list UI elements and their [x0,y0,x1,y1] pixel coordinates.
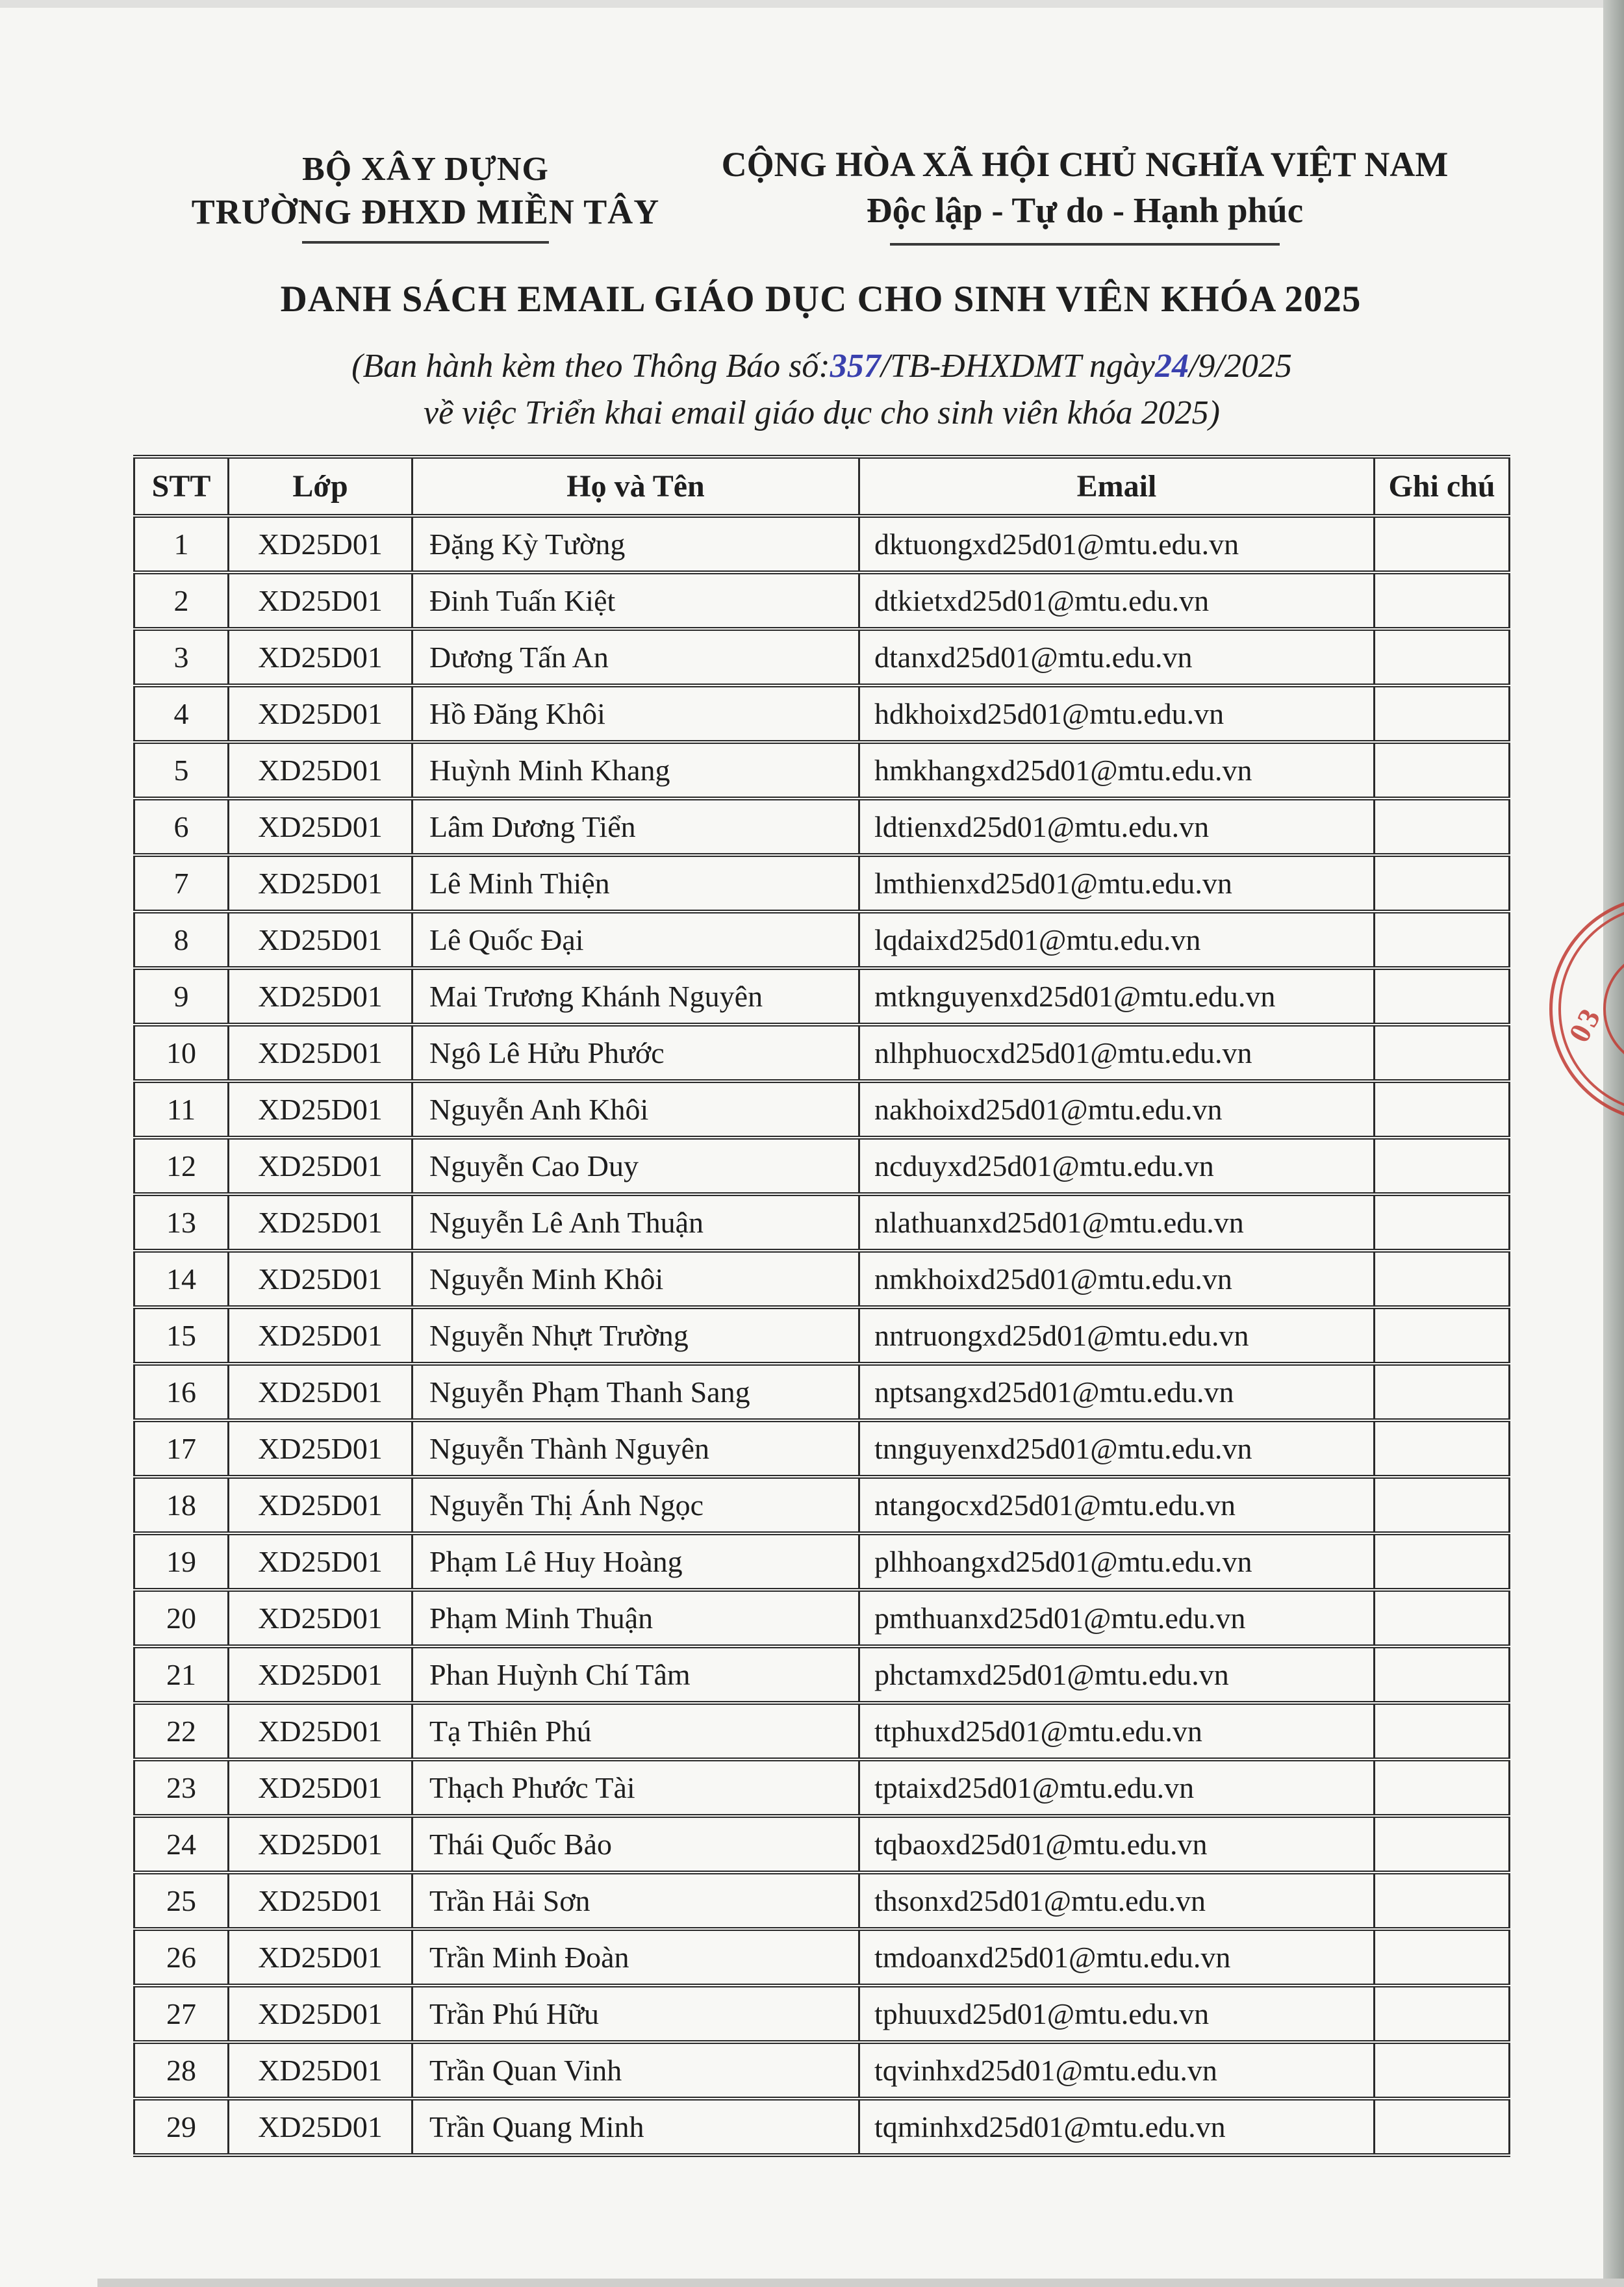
cell-email: pmthuanxd25d01@mtu.edu.vn [859,1590,1375,1646]
cell-stt: 4 [134,685,229,742]
cell-class: XD25D01 [229,1477,412,1533]
cell-class: XD25D01 [229,2099,412,2155]
cell-class: XD25D01 [229,1703,412,1759]
cell-class: XD25D01 [229,1025,412,1081]
cell-stt: 10 [134,1025,229,1081]
cell-class: XD25D01 [229,1590,412,1646]
header-stt: STT [134,457,229,516]
cell-stt: 23 [134,1759,229,1816]
cell-name: Mai Trương Khánh Nguyên [412,968,859,1025]
header-email: Email [859,457,1375,516]
cell-email: ntangocxd25d01@mtu.edu.vn [859,1477,1375,1533]
cell-name: Trần Phú Hữu [412,1986,859,2042]
cell-email: mtknguyenxd25d01@mtu.edu.vn [859,968,1375,1025]
cell-name: Trần Quan Vinh [412,2042,859,2099]
cell-stt: 22 [134,1703,229,1759]
cell-name: Tạ Thiên Phú [412,1703,859,1759]
cell-stt: 13 [134,1194,229,1251]
cell-stt: 25 [134,1872,229,1929]
cell-note [1375,1646,1510,1703]
cell-note [1375,1590,1510,1646]
cell-name: Thạch Phước Tài [412,1759,859,1816]
scan-edge-right [1603,0,1624,2287]
cell-note [1375,912,1510,968]
cell-email: lqdaixd25d01@mtu.edu.vn [859,912,1375,968]
stamp-number: 03 [1562,1001,1608,1048]
cell-email: ldtienxd25d01@mtu.edu.vn [859,799,1375,855]
cell-note [1375,1420,1510,1477]
cell-name: Nguyễn Thị Ánh Ngọc [412,1477,859,1533]
table-row [134,1194,1510,1251]
cell-stt: 6 [134,799,229,855]
cell-note [1375,742,1510,799]
subtitle-line-2: về việc Triển khai email giáo dục cho sinh viên khóa 2025) [423,394,1220,431]
cell-class: XD25D01 [229,1251,412,1307]
national-motto: Độc lập - Tự do - Hạnh phúc [866,190,1304,231]
cell-name: Nguyễn Nhựt Trường [412,1307,859,1364]
cell-class: XD25D01 [229,629,412,685]
cell-stt: 27 [134,1986,229,2042]
table-row [134,1929,1510,1986]
cell-name: Nguyễn Cao Duy [412,1138,859,1194]
cell-class: XD25D01 [229,968,412,1025]
cell-class: XD25D01 [229,1986,412,2042]
table-row [134,1759,1510,1816]
subtitle-line1-text-a: (Ban hành kèm theo Thông Báo số: [351,348,830,385]
table-row [134,1872,1510,1929]
table-row [134,685,1510,742]
cell-class: XD25D01 [229,1194,412,1251]
table-row [134,629,1510,685]
cell-stt: 5 [134,742,229,799]
cell-note [1375,1759,1510,1816]
national-title: CỘNG HÒA XÃ HỘI CHỦ NGHĨA VIỆT NAM [721,145,1449,184]
cell-note [1375,968,1510,1025]
cell-name: Trần Minh Đoàn [412,1929,859,1986]
cell-class: XD25D01 [229,572,412,629]
cell-class: XD25D01 [229,912,412,968]
table-row [134,912,1510,968]
table-row [134,1816,1510,1872]
cell-email: tqminhxd25d01@mtu.edu.vn [859,2099,1375,2155]
cell-note [1375,799,1510,855]
cell-note [1375,1929,1510,1986]
cell-name: Phan Huỳnh Chí Tâm [412,1646,859,1703]
cell-name: Trần Hải Sơn [412,1872,859,1929]
cell-email: tqvinhxd25d01@mtu.edu.vn [859,2042,1375,2099]
cell-class: XD25D01 [229,1307,412,1364]
cell-class: XD25D01 [229,742,412,799]
cell-name: Trần Quang Minh [412,2099,859,2155]
cell-note [1375,1816,1510,1872]
cell-note [1375,2099,1510,2155]
national-motto-block [695,142,1475,246]
cell-stt: 7 [134,855,229,912]
cell-email: tphuuxd25d01@mtu.edu.vn [859,1986,1375,2042]
table-row [134,855,1510,912]
cell-note [1375,1307,1510,1364]
cell-note [1375,1703,1510,1759]
table-row [134,1646,1510,1703]
document-subtitle [68,343,1575,437]
table-row [134,2042,1510,2099]
cell-email: nlhphuocxd25d01@mtu.edu.vn [859,1025,1375,1081]
cell-stt: 3 [134,629,229,685]
cell-name: Phạm Lê Huy Hoàng [412,1533,859,1590]
cell-class: XD25D01 [229,799,412,855]
cell-stt: 12 [134,1138,229,1194]
cell-class: XD25D01 [229,1872,412,1929]
cell-stt: 2 [134,572,229,629]
cell-note [1375,685,1510,742]
cell-note [1375,1533,1510,1590]
table-header-row [134,457,1510,516]
cell-class: XD25D01 [229,685,412,742]
cell-class: XD25D01 [229,1816,412,1872]
cell-stt: 9 [134,968,229,1025]
cell-name: Huỳnh Minh Khang [412,742,859,799]
table-row [134,1138,1510,1194]
cell-note [1375,1194,1510,1251]
header-lop: Lớp [229,457,412,516]
cell-email: phctamxd25d01@mtu.edu.vn [859,1646,1375,1703]
table-row [134,516,1510,572]
cell-class: XD25D01 [229,1929,412,1986]
table-row [134,1703,1510,1759]
student-email-table [133,455,1510,2157]
table-row [134,1025,1510,1081]
subtitle-line1-text-b: /TB-ĐHXDMT ngày [880,348,1155,385]
cell-email: tnnguyenxd25d01@mtu.edu.vn [859,1420,1375,1477]
cell-name: Nguyễn Thành Nguyên [412,1420,859,1477]
cell-stt: 1 [134,516,229,572]
cell-name: Lâm Dương Tiển [412,799,859,855]
cell-stt: 21 [134,1646,229,1703]
cell-stt: 17 [134,1420,229,1477]
cell-note [1375,855,1510,912]
cell-email: tqbaoxd25d01@mtu.edu.vn [859,1816,1375,1872]
table-row [134,572,1510,629]
cell-name: Ngô Lê Hửu Phước [412,1025,859,1081]
university-name: TRƯỜNG ĐHXD MIỀN TÂY [191,192,660,231]
cell-note [1375,1364,1510,1420]
cell-name: Đặng Kỳ Tường [412,516,859,572]
table-row [134,1364,1510,1420]
cell-note [1375,1025,1510,1081]
cell-stt: 24 [134,1816,229,1872]
cell-stt: 11 [134,1081,229,1138]
cell-class: XD25D01 [229,1759,412,1816]
table-row [134,1251,1510,1307]
cell-class: XD25D01 [229,1420,412,1477]
cell-class: XD25D01 [229,1533,412,1590]
table-row [134,1081,1510,1138]
cell-name: Lê Minh Thiện [412,855,859,912]
cell-email: lmthienxd25d01@mtu.edu.vn [859,855,1375,912]
subtitle-line-1 [68,343,1575,390]
cell-name: Nguyễn Phạm Thanh Sang [412,1364,859,1420]
document-title: DANH SÁCH EMAIL GIÁO DỤC CHO SINH VIÊN KHÓA 2025 [280,279,1362,320]
table-row [134,1477,1510,1533]
cell-email: nmkhoixd25d01@mtu.edu.vn [859,1251,1375,1307]
agency-underline [302,241,549,244]
cell-name: Phạm Minh Thuận [412,1590,859,1646]
table-row [134,1307,1510,1364]
cell-email: nlathuanxd25d01@mtu.edu.vn [859,1194,1375,1251]
cell-stt: 20 [134,1590,229,1646]
cell-note [1375,2042,1510,2099]
cell-class: XD25D01 [229,1138,412,1194]
cell-note [1375,1986,1510,2042]
cell-name: Hồ Đăng Khôi [412,685,859,742]
subtitle-line1-text-c: /9/2025 [1188,348,1292,385]
cell-note [1375,1872,1510,1929]
cell-note [1375,1081,1510,1138]
cell-email: nakhoixd25d01@mtu.edu.vn [859,1081,1375,1138]
cell-class: XD25D01 [229,1646,412,1703]
table-row [134,1533,1510,1590]
cell-email: nptsangxd25d01@mtu.edu.vn [859,1364,1375,1420]
table-row [134,2099,1510,2155]
cell-name: Thái Quốc Bảo [412,1816,859,1872]
cell-email: thsonxd25d01@mtu.edu.vn [859,1872,1375,1929]
cell-email: dktuongxd25d01@mtu.edu.vn [859,516,1375,572]
cell-name: Đinh Tuấn Kiệt [412,572,859,629]
cell-name: Nguyễn Lê Anh Thuận [412,1194,859,1251]
issuing-agency-block [162,148,689,244]
cell-email: dtanxd25d01@mtu.edu.vn [859,629,1375,685]
header-note: Ghi chú [1375,457,1510,516]
table-row [134,968,1510,1025]
header-name: Họ và Tên [412,457,859,516]
cell-name: Nguyễn Anh Khôi [412,1081,859,1138]
cell-stt: 15 [134,1307,229,1364]
cell-email: dtkietxd25d01@mtu.edu.vn [859,572,1375,629]
cell-email: ttphuxd25d01@mtu.edu.vn [859,1703,1375,1759]
handwritten-day-number: 24 [1154,348,1189,385]
cell-stt: 16 [134,1364,229,1420]
cell-note [1375,1251,1510,1307]
cell-class: XD25D01 [229,855,412,912]
cell-email: hmkhangxd25d01@mtu.edu.vn [859,742,1375,799]
table-row [134,1986,1510,2042]
cell-stt: 29 [134,2099,229,2155]
cell-class: XD25D01 [229,516,412,572]
cell-email: tptaixd25d01@mtu.edu.vn [859,1759,1375,1816]
cell-stt: 28 [134,2042,229,2099]
red-seal-stamp [1549,895,1624,1129]
cell-note [1375,1477,1510,1533]
handwritten-document-number: 357 [830,348,881,385]
cell-email: tmdoanxd25d01@mtu.edu.vn [859,1929,1375,1986]
cell-stt: 26 [134,1929,229,1986]
scan-edge-top [0,0,1624,8]
cell-note [1375,1138,1510,1194]
ministry-name: BỘ XÂY DỰNG [302,151,549,188]
table-body [134,516,1510,2155]
cell-note [1375,629,1510,685]
cell-stt: 18 [134,1477,229,1533]
cell-stt: 14 [134,1251,229,1307]
table-row [134,1420,1510,1477]
cell-note [1375,516,1510,572]
cell-note [1375,572,1510,629]
cell-class: XD25D01 [229,2042,412,2099]
cell-name: Nguyễn Minh Khôi [412,1251,859,1307]
scan-edge-bottom [97,2279,1624,2287]
cell-name: Dương Tấn An [412,629,859,685]
cell-email: hdkhoixd25d01@mtu.edu.vn [859,685,1375,742]
cell-stt: 8 [134,912,229,968]
cell-class: XD25D01 [229,1081,412,1138]
cell-name: Lê Quốc Đại [412,912,859,968]
cell-email: nntruongxd25d01@mtu.edu.vn [859,1307,1375,1364]
table-row [134,742,1510,799]
table-row [134,799,1510,855]
cell-stt: 19 [134,1533,229,1590]
cell-class: XD25D01 [229,1364,412,1420]
motto-underline [890,243,1280,246]
cell-email: ncduyxd25d01@mtu.edu.vn [859,1138,1375,1194]
cell-email: plhhoangxd25d01@mtu.edu.vn [859,1533,1375,1590]
table-row [134,1590,1510,1646]
